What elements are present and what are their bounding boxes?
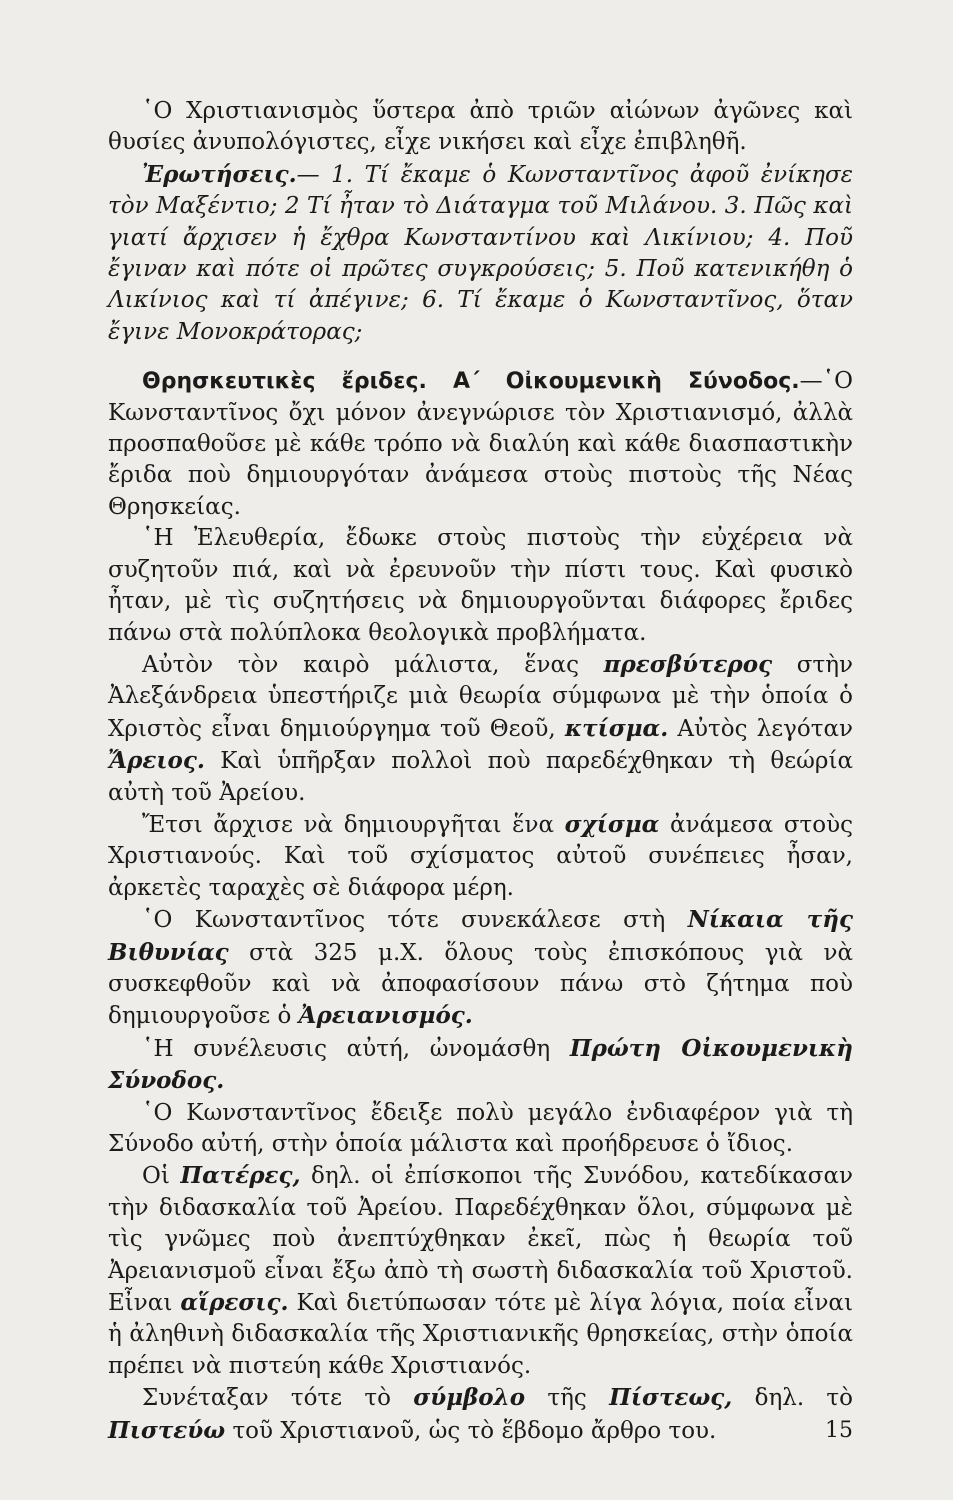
questions-paragraph: [108, 159, 853, 348]
emphasis-arius: Ἄρειος.: [108, 747, 205, 775]
emphasis-nicaea: Νίκαια τῆς Βιθυνίας: [108, 906, 853, 966]
text-run: Καὶ ὑπῆρξαν πολλοὶ ποὺ παρεδέχθηκαν τὴ θεώρία αὐτὴ τοῦ Ἀρείου.: [108, 748, 853, 806]
text-run: Οἱ: [142, 1163, 181, 1190]
emphasis-presbyter: πρεσβύτερος: [603, 650, 773, 678]
text-run: στὰ 325 μ.Χ. ὅλους τοὺς ἐπισκόπους γιὰ νὰ συσκεφθοῦν καὶ νὰ ἀποφασίσουν πάνω στὸ ζήτημα ποὺ δημιουργοῦσε ὁ: [108, 939, 853, 1030]
emphasis-credo: Πιστεύω: [108, 1416, 226, 1444]
text-run: δηλ. οἱ ἐπίσκοποι τῆς Συνόδου, κατεδίκασαν τὴν διδασκαλία τοῦ Ἀρείου. Παρεδέχθηκαν ὅλοι, σύμφωνα μὲ τὶς γνῶμες ποὺ ἀνεπτύχθηκαν ἐκεῖ, πὼς ἡ θεωρία τοῦ Ἀρειανισμοῦ εἶναι ἔξω ἀπὸ τὴ σωστὴ διδασκαλία τοῦ Χριστοῦ. Εἶναι: [108, 1163, 854, 1317]
text-run: Συνέταξαν τότε τὸ: [142, 1385, 414, 1412]
text-run: Ἔτσι ἄρχισε νὰ δημιουργῆται ἕνα: [142, 811, 565, 838]
paragraph-arius: [108, 649, 853, 809]
text-run: ῾Η συνέλευσις αὐτή, ὠνομάσθη: [142, 1035, 570, 1062]
paragraph-intro: ῾Ο Χριστιανισμὸς ὕστερα ἀπὸ τριῶν αἰώνων ἀγῶνες καὶ θυσίες ἀνυπολόγιστες, εἶχε νικήσει καὶ εἶχε ἐπιβληθῆ.: [108, 98, 853, 156]
section-heading: Θρησκευτικὲς ἔριδες. Α΄ Οἰκουμενικὴ Σύνοδος.: [142, 369, 800, 395]
questions-label: Ἐρωτήσεις.: [142, 160, 297, 188]
questions-text: — 1. Τί ἔκαμε ὁ Κωνσταντῖνος ἀφοῦ ἐνίκησε τὸν Μαξέντιο; 2 Τί ἦταν τὸ Διάταγμα τοῦ Μιλάνου. 3. Πῶς καὶ γιατί ἄρχισεν ἡ ἔχθρα Κωνσταντίνου καὶ Λικίνιου; 4. Ποῦ ἔγιναν καὶ πότε οἱ πρῶτες συγκρούσεις; 5. Ποῦ κατενικήθη ὁ Λικίνιος καὶ τί ἀπέγινε; 6. Τί ἔκαμε ὁ Κωνσταντῖνος, ὅταν ἔγινε Μονοκράτορας;: [108, 161, 853, 345]
emphasis-schisma: σχίσμα: [564, 810, 660, 838]
text-run: στὴν Ἀλεξάνδρεια ὑπεστήριζε μιὰ θεωρία σύμφωνα μὲ τὴν ὁποία ὁ Χριστὸς εἶναι δημιούργημα τοῦ Θεοῦ,: [108, 651, 853, 742]
text-run: ἀνάμεσα στοὺς Χριστιανούς. Καὶ τοῦ σχίσματος αὐτοῦ συνέπειες ἦσαν, ἀρκετὲς ταραχὲς σὲ διάφορα μέρη.: [108, 811, 853, 901]
paragraph-schism: [108, 809, 853, 904]
text-run: ῾Ο Κωνσταντῖνος τότε συνεκάλεσε στὴ: [142, 907, 688, 934]
page-number: 15: [825, 1418, 853, 1443]
emphasis-symbol: σύμβολο: [413, 1384, 526, 1412]
paragraph-creed: [108, 1382, 853, 1447]
page-body: [108, 96, 853, 1447]
text-run: Αὐτὸν τὸν καιρὸ μάλιστα, ἕνας: [142, 651, 604, 678]
paragraph-constantine-interest: ῾Ο Κωνσταντῖνος ἔδειξε πολὺ μεγάλο ἐνδιαφέρον γιὰ τὴ Σύνοδο αὐτή, στὴν ὁποία μάλιστα καὶ προήδρευσε ὁ ἴδιος.: [108, 1099, 853, 1157]
section-paragraph-text: —῾Ο Κωνσταντῖνος ὄχι μόνον ἀνεγνώρισε τὸν Χριστιανισμό, ἀλλὰ προσπαθοῦσε μὲ κάθε τρόπο νὰ διαλύη καὶ κάθε διασπαστικὴν ἔριδα ποὺ δημιουργόταν ἀνάμεσα στοὺς πιστοὺς τῆς Νέας Θρησκείας.: [108, 368, 853, 520]
text-run: τοῦ Χριστιανοῦ, ὡς τὸ ἕβδομο ἄρθρο του.: [225, 1417, 717, 1444]
emphasis-fathers: Πατέρες,: [180, 1162, 301, 1190]
paragraph-freedom: ῾Η Ἐλευθερία, ἔδωκε στοὺς πιστοὺς τὴν εὐχέρεια νὰ συζητοῦν πιά, καὶ νὰ ἐρευνοῦν τὴν πίστι τους. Καὶ φυσικὸ ἦταν, μὲ τὶς συζητήσεις νὰ δημιουργοῦνται διάφορες ἔριδες πάνω στὰ πολύπλοκα θεολογικὰ προβλήματα.: [108, 525, 853, 646]
emphasis-faith: Πίστεως,: [609, 1384, 733, 1412]
paragraph-fathers: [108, 1160, 853, 1382]
text-run: δηλ. τὸ: [732, 1385, 854, 1412]
emphasis-heresy: αἵρεσις.: [180, 1289, 289, 1317]
paragraph-nicaea: [108, 904, 853, 1033]
emphasis-first-council: Πρώτη Οἰκουμενικὴ Σύνοδος.: [108, 1034, 853, 1095]
emphasis-ktisma: κτίσμα.: [564, 714, 669, 742]
text-run: Αὐτὸς λεγόταν: [668, 715, 853, 742]
text-run: Καὶ διετύπωσαν τότε μὲ λίγα λόγια, ποία εἶναι ἡ ἀληθινὴ διδασκαλία τῆς Χριστιανικῆς θρησκείας, στὴν ὁποία πρέπει νὰ πιστεύη κάθε Χριστιανός.: [108, 1290, 853, 1379]
section-paragraph: [108, 366, 853, 523]
emphasis-arianism: Ἀρειανισμός.: [298, 1002, 473, 1030]
text-run: τῆς: [525, 1385, 610, 1412]
paragraph-first-council: [108, 1033, 853, 1098]
